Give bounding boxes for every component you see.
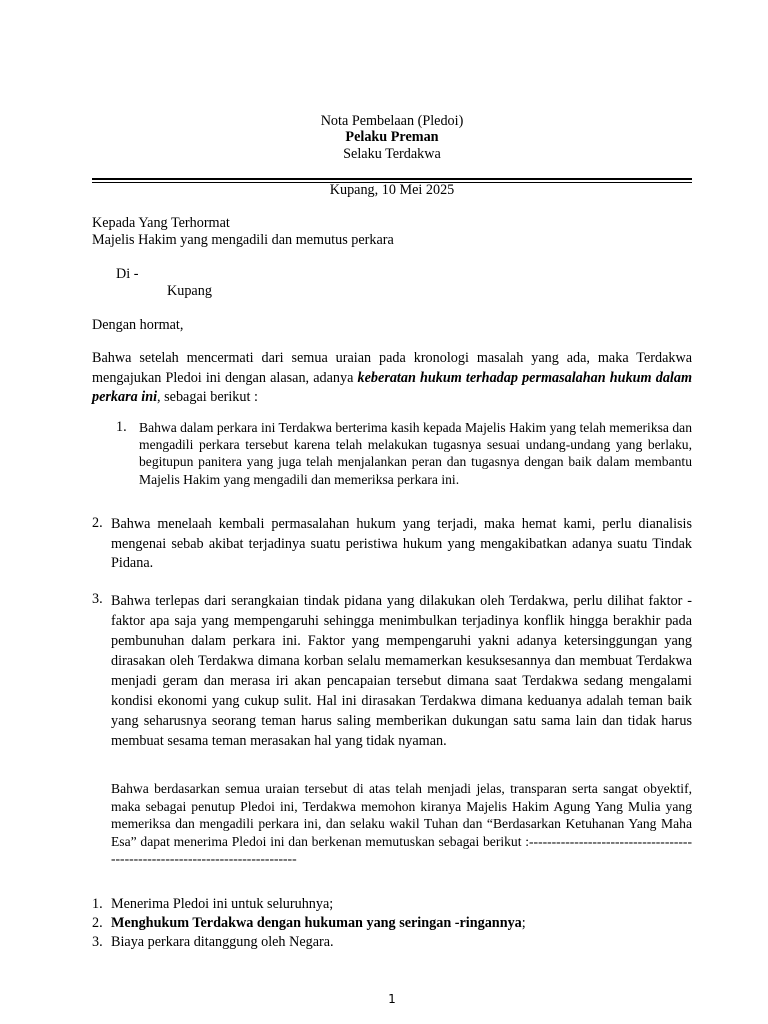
request-2-text: Menghukum Terdakwa dengan hukuman yang seringan -ringannya xyxy=(111,915,522,931)
point-1-text: Bahwa dalam perkara ini Terdakwa berterima kasih kepada Majelis Hakim yang telah memeriksa dan mengadili perkara tersebut karena telah melakukan tugasnya sesuai undang-undang yang berlaku, begitupun panitera yang juga telah menjalankan peran dan tugasnya dengan baik dalam membantu Majelis Hakim yang mengadili dan memeriksa perkara ini. xyxy=(139,420,692,487)
request-1-text: Menerima Pledoi ini untuk seluruhnya; xyxy=(111,896,334,912)
request-2-number: 2. xyxy=(92,915,103,931)
intro-paragraph xyxy=(92,349,692,408)
place-date: Kupang, 10 Mei 2025 xyxy=(329,182,455,198)
request-2-suffix: ; xyxy=(521,915,526,931)
page-number: 1 xyxy=(388,992,396,1006)
greeting: Dengan hormat, xyxy=(92,317,184,333)
address-city: Kupang xyxy=(167,283,212,299)
point-3-number: 3. xyxy=(92,591,103,607)
request-1-number: 1. xyxy=(92,896,103,912)
conclusion-paragraph: Bahwa berdasarkan semua uraian tersebut di atas telah menjadi jelas, transparan serta sangat obyektif, maka sebagai penutup Pledoi ini, Terdakwa memohon kiranya Majelis Hakim Agung Yang Mulia yang memeriksa dan mengadili perkara ini, dan selaku wakil Tuhan dan “Berdasarkan Ketuhanan Yang Maha Esa” dapat menerima Pledoi ini dan berkenan memutuskan sebagai berikut :----------------------------------------------------------------------------- xyxy=(111,781,692,867)
request-3-text: Biaya perkara ditanggung oleh Negara. xyxy=(111,934,334,950)
intro-text-1: Bahwa setelah mencermati dari semua uraian pada kronologi masalah yang ada, maka Terdakwa mengajukan Pledoi ini dengan alasan, adanya xyxy=(92,350,692,386)
address-line-2: Majelis Hakim yang mengadili dan memutus perkara xyxy=(92,232,394,248)
address-line-1: Kepada Yang Terhormat xyxy=(92,215,230,231)
point-1-number: 1. xyxy=(116,419,127,435)
document-subtitle: Pelaku Preman xyxy=(345,129,439,145)
header-rule-thick xyxy=(92,178,692,180)
point-2-number: 2. xyxy=(92,515,103,531)
request-2 xyxy=(111,915,526,932)
intro-emphasis: keberatan hukum terhadap permasalahan hukum dalam perkara ini xyxy=(92,369,692,405)
intro-text-2: , sebagai berikut : xyxy=(157,389,258,405)
request-3-number: 3. xyxy=(92,934,103,950)
document-title: Nota Pembelaan (Pledoi) xyxy=(320,113,464,129)
address-di: Di - xyxy=(116,266,139,282)
document-role: Selaku Terdakwa xyxy=(343,146,441,162)
point-3-text: Bahwa terlepas dari serangkaian tindak pidana yang dilakukan oleh Terdakwa, perlu dilihat faktor - faktor apa saja yang mempengaruhi sehingga menimbulkan terjadinya konflik hingga berakhir pada pembunuhan dalam perkara ini. Faktor yang mempengaruhi yakni adanya ketersinggungan yang dirasakan oleh Terdakwa dimana korban selalu memamerkan kesuksesannya dan membuat Terdakwa menjadi geram dan merasa iri akan pencapaian tersebut dimana saat Terdakwa sedang mengalami kondisi ekonomi yang cukup sulit. Hal ini dirasakan Terdakwa dimana keduanya adalah teman baik yang seharusnya seorang teman harus saling memberikan dukungan satu sama lain dan tidak harus membuat sesama teman merasakan hal yang tidak nyaman. xyxy=(111,593,692,749)
point-2-text: Bahwa menelaah kembali permasalahan hukum yang terjadi, maka hemat kami, perlu dianalisis mengenai sebab akibat terjadinya suatu peristiwa hukum yang mengakibatkan adanya suatu Tindak Pidana. xyxy=(111,516,692,571)
